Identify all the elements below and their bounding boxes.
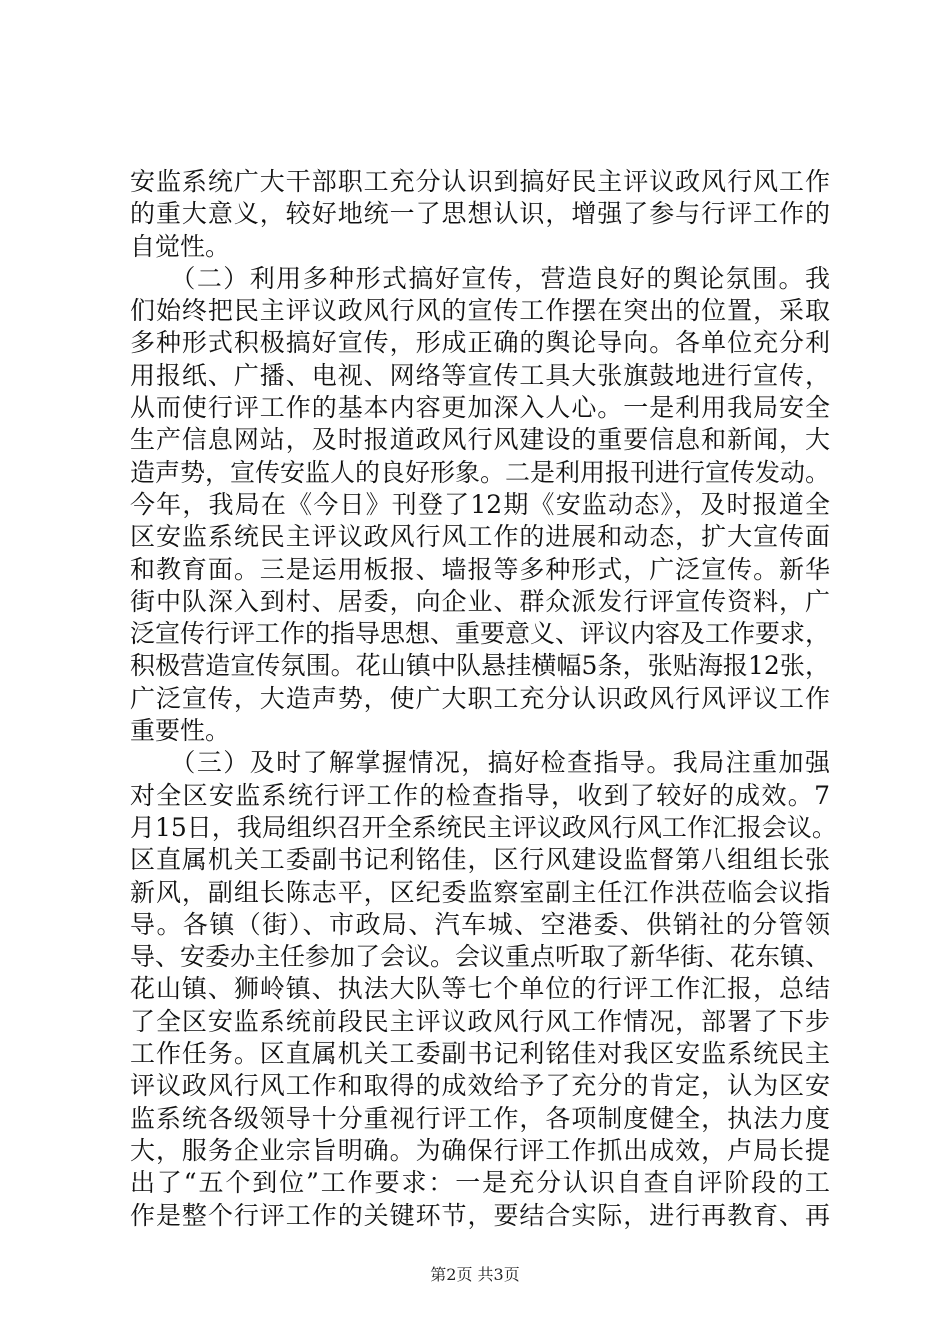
text-line: 从而使行评工作的基本内容更加深入人心。一是利用我局安全	[130, 393, 830, 423]
text-line: 导、安委办主任参加了会议。会议重点听取了新华街、花东镇、	[130, 942, 831, 972]
text-line: 街中队深入到村、居委，向企业、群众派发行评宣传资料，广	[130, 586, 830, 616]
text-line: 了全区安监系统前段民主评议政风行风工作情况，部署了下步	[130, 1006, 830, 1036]
text-line: 新风，副组长陈志平，区纪委监察室副主任江作洪莅临会议指	[130, 877, 830, 907]
text-line: 区直属机关工委副书记利铭佳，区行风建设监督第八组组长张	[130, 845, 830, 875]
text-line: 区安监系统民主评议政风行风工作的进展和动态，扩大宣传面	[130, 522, 830, 552]
text-line: 工作任务。区直属机关工委副书记利铭佳对我区安监系统民主	[130, 1039, 830, 1069]
text-line: 花山镇、狮岭镇、执法大队等七个单位的行评工作汇报，总结	[130, 974, 830, 1004]
text-line: 积极营造宣传氛围。花山镇中队悬挂横幅5条，张贴海报12张，	[130, 651, 830, 681]
text-line: （二）利用多种形式搞好宣传，营造良好的舆论氛围。我	[130, 263, 830, 293]
text-line: 大，服务企业宗旨明确。为确保行评工作抓出成效，卢局长提	[130, 1135, 830, 1165]
text-line: 重要性。	[130, 716, 231, 746]
text-line: 和教育面。三是运用板报、墙报等多种形式，广泛宣传。新华	[130, 554, 830, 584]
text-line: 评议政风行风工作和取得的成效给予了充分的肯定，认为区安	[130, 1071, 830, 1101]
text-line: 生产信息网站，及时报道政风行风建设的重要信息和新闻，大	[130, 425, 830, 455]
text-line: 出了“五个到位”工作要求：一是充分认识自查自评阶段的工	[130, 1168, 830, 1198]
text-line: 广泛宣传，大造声势，使广大职工充分认识政风行风评议工作	[130, 683, 830, 713]
text-line: 们始终把民主评议政风行风的宣传工作摆在突出的位置，采取	[130, 296, 830, 326]
text-line: 的重大意义，较好地统一了思想认识，增强了参与行评工作的	[130, 199, 830, 229]
text-line: 导。各镇（街）、市政局、汽车城、空港委、供销社的分管领	[130, 909, 830, 939]
text-line: 用报纸、广播、电视、网络等宣传工具大张旗鼓地进行宣传，	[130, 360, 830, 390]
text-line: 泛宣传行评工作的指导思想、重要意义、评议内容及工作要求，	[130, 619, 831, 649]
text-line: （三）及时了解掌握情况，搞好检查指导。我局注重加强	[130, 748, 830, 778]
text-line: 对全区安监系统行评工作的检查指导，收到了较好的成效。7	[130, 780, 830, 810]
text-line: 多种形式积极搞好宣传，形成正确的舆论导向。各单位充分利	[130, 328, 830, 358]
document-body	[130, 166, 837, 1232]
text-line: 今年，我局在《今日》刊登了12期《安监动态》，及时报道全	[130, 489, 830, 519]
page-number: 第2页 共3页	[430, 1265, 520, 1284]
text-line: 自觉性。	[130, 231, 231, 261]
text-line: 作是整个行评工作的关键环节，要结合实际，进行再教育、再	[130, 1200, 830, 1230]
text-line: 造声势，宣传安监人的良好形象。二是利用报刊进行宣传发动。	[130, 457, 831, 487]
text-line: 监系统各级领导十分重视行评工作，各项制度健全，执法力度	[130, 1103, 830, 1133]
text-line: 月15日，我局组织召开全系统民主评议政风行风工作汇报会议。	[130, 812, 837, 842]
text-line: 安监系统广大干部职工充分认识到搞好民主评议政风行风工作	[130, 167, 830, 196]
